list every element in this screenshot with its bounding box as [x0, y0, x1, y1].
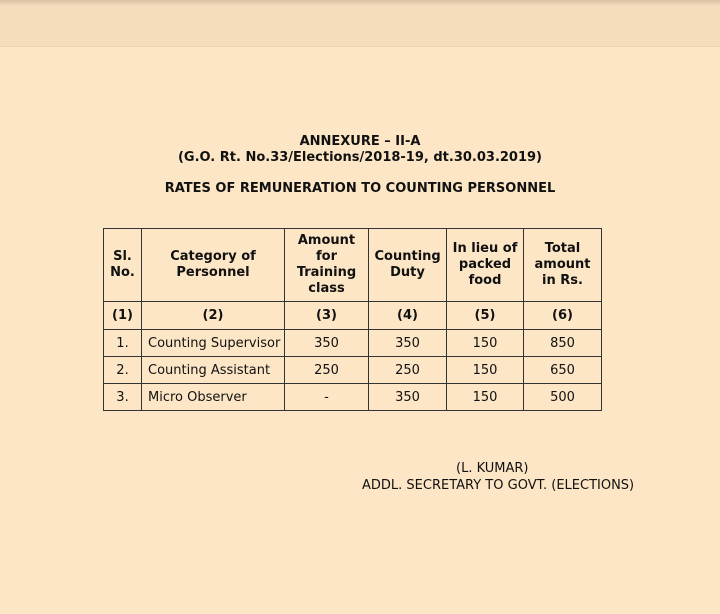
header-packed-food-text: In lieu of packed food: [452, 241, 518, 288]
header-training-amount-text: Amount for Training class: [296, 233, 357, 296]
header-packed-food: [447, 229, 524, 302]
header-category: Category of Personnel: [142, 229, 285, 302]
table-header-row: [104, 229, 602, 302]
remuneration-table: [103, 228, 602, 411]
signatory-title: ADDL. SECRETARY TO GOVT. (ELECTIONS): [362, 478, 635, 493]
cell-total-amount: 850: [524, 330, 602, 357]
cell-total-amount: 500: [524, 384, 602, 411]
cell-sl-no: 3.: [104, 384, 142, 411]
header-total-amount: [524, 229, 602, 302]
column-number: (4): [369, 302, 447, 330]
table-row: [104, 384, 602, 411]
cell-counting-duty: 250: [369, 357, 447, 384]
header-total-amount-text: Total amount in Rs.: [534, 241, 591, 288]
header-sl-no-text: Sl. No.: [110, 249, 135, 280]
signatory-name: (L. KUMAR): [456, 461, 529, 476]
header-training-amount: [285, 229, 369, 302]
top-toolbar-strip: [0, 0, 720, 47]
column-number: (1): [104, 302, 142, 330]
annexure-title: ANNEXURE – II-A: [299, 134, 421, 149]
cell-category: Micro Observer: [142, 384, 285, 411]
cell-packed-food: 150: [447, 330, 524, 357]
toolbar-shadow: [0, 0, 720, 6]
cell-packed-food: 150: [447, 384, 524, 411]
main-heading: RATES OF REMUNERATION TO COUNTING PERSONNEL: [164, 181, 556, 196]
cell-category: Counting Supervisor: [142, 330, 285, 357]
cell-counting-duty: 350: [369, 384, 447, 411]
column-number-row: [104, 302, 602, 330]
cell-category: Counting Assistant: [142, 357, 285, 384]
cell-sl-no: 2.: [104, 357, 142, 384]
table-row: [104, 357, 602, 384]
header-counting-duty: [369, 229, 447, 302]
column-number: (3): [285, 302, 369, 330]
cell-training-amount: -: [285, 384, 369, 411]
cell-total-amount: 650: [524, 357, 602, 384]
go-reference: (G.O. Rt. No.33/Elections/2018-19, dt.30.03.2019): [177, 150, 543, 165]
cell-counting-duty: 350: [369, 330, 447, 357]
cell-training-amount: 350: [285, 330, 369, 357]
column-number: (2): [142, 302, 285, 330]
cell-sl-no: 1.: [104, 330, 142, 357]
header-counting-duty-text: Counting Duty: [374, 249, 441, 280]
cell-packed-food: 150: [447, 357, 524, 384]
column-number: (6): [524, 302, 602, 330]
header-sl-no: [104, 229, 142, 302]
table-row: [104, 330, 602, 357]
column-number: (5): [447, 302, 524, 330]
cell-training-amount: 250: [285, 357, 369, 384]
